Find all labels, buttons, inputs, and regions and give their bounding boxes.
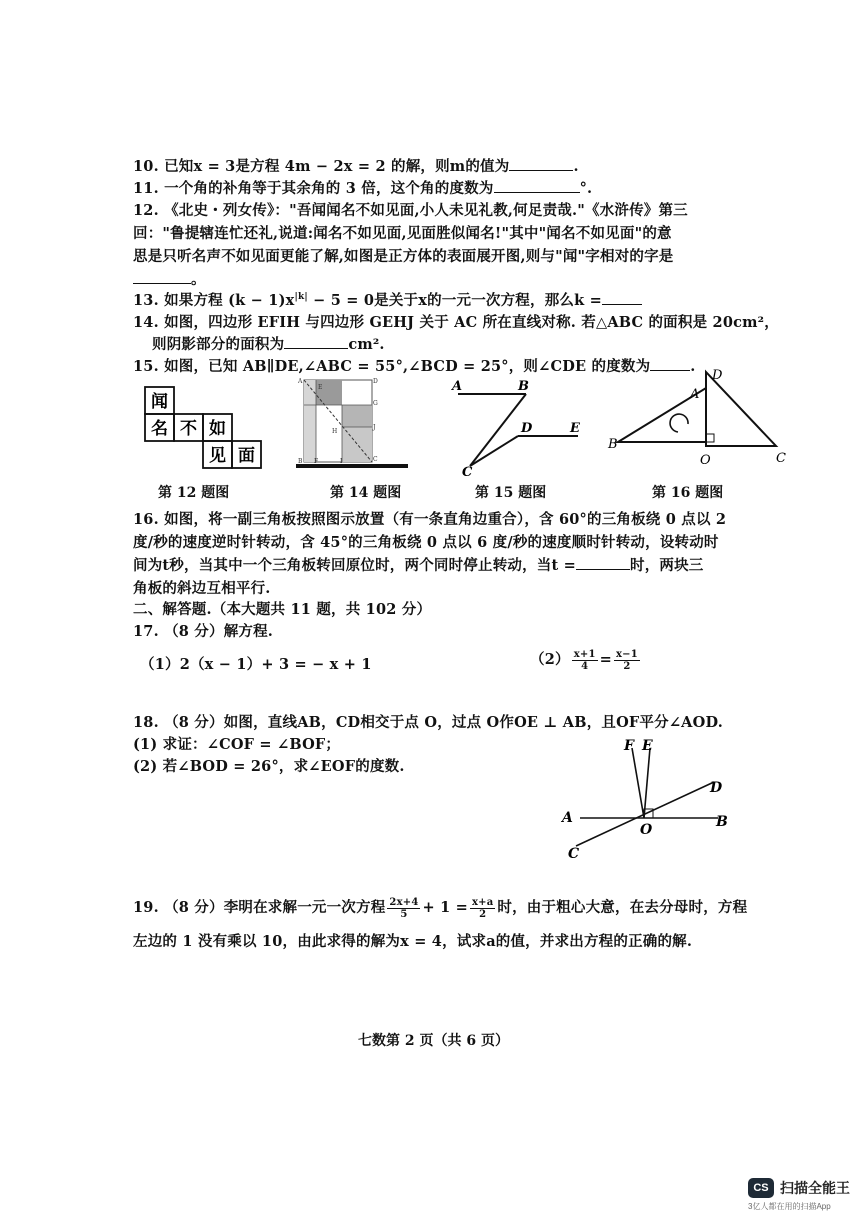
net-cell-3: 不 (180, 419, 197, 439)
figure-16-set-squares (606, 366, 790, 470)
svg-text:F: F (624, 738, 634, 754)
figure-18-intersecting-lines (556, 734, 736, 860)
question-16-line-3: 间为t秒，当其中一个三角板转回原位时，两个同时停止转动，当t = 时，两块三 (133, 557, 704, 574)
answer-blank-10[interactable] (509, 156, 573, 171)
scanner-app-name: 扫描全能王 (780, 1180, 850, 1196)
figure-12-cube-net (140, 384, 270, 476)
question-12-line-3: 思是只听名声不如见面更能了解,如图是正方体的表面展开图,则与"闻"字相对的字是 (133, 248, 674, 265)
net-cell-2: 名 (151, 419, 168, 439)
svg-text:C: C (568, 846, 580, 860)
question-14-line-1: 14. 如图，四边形 EFIH 与四边形 GEHJ 关于 AC 所在直线对称. 若△ABC 的面积是 20cm²， (133, 314, 779, 331)
svg-text:B: B (298, 458, 303, 465)
svg-text:E: E (570, 421, 580, 436)
question-19-line-1: 19. （8 分）李明在求解一元一次方程 $\frac{2x+4}{5}$ + 1 = $\frac{x+a}{2}$ 时，由于粗心大意，在去分母时，方程 (133, 896, 748, 920)
question-11-text: 11. 一个角的补角等于其余角的 3 倍，这个角的度数为 (133, 180, 494, 197)
question-16-line-1: 16. 如图，将一副三角板按照图示放置（有一条直角边重合），含 60°的三角板绕 0 点以 2 (133, 511, 727, 528)
question-19-line-2: 左边的 1 没有乘以 10，由此求得的解为x = 4，试求a的值，并求出方程的正确的解. (133, 933, 693, 950)
svg-text:B: B (608, 437, 618, 452)
svg-text:H: H (332, 428, 338, 435)
question-12-line-2: 回："鲁提辖连忙还礼,说道:闻名不如见面,见面胜似闻名!"其中"闻名不如见面"的意 (133, 225, 672, 242)
figure-15-caption: 第 15 题图 (475, 485, 547, 501)
question-18-part-2: (2) 若∠BOD = 26°，求∠EOF的度数. (133, 758, 405, 775)
svg-text:B: B (518, 379, 529, 394)
question-18-title: 18. （8 分）如图，直线AB，CD相交于点 O，过点 O作OE ⊥ AB，且OF平分∠AOD. (133, 714, 723, 731)
question-12-line-1: 12. 《北史・列女传》："吾闻闻名不如见面,小人未见礼教,何足责哉."《水浒传》第三 (133, 202, 688, 219)
svg-text:C: C (373, 456, 378, 463)
svg-text:D: D (710, 780, 723, 796)
answer-blank-16[interactable] (576, 555, 630, 570)
scanner-logo-icon: CS (748, 1178, 774, 1198)
section-2-heading: 二、解答题.（本大题共 11 题，共 102 分） (133, 601, 432, 618)
svg-text:O: O (640, 822, 653, 838)
figure-15-parallel-lines (446, 378, 586, 478)
svg-text:A: A (690, 387, 700, 402)
question-10-text: 10. 已知x = 3是方程 4m − 2x = 2 的解，则m的值为 (133, 158, 510, 175)
question-18-part-1: (1) 求证：∠COF = ∠BOF； (133, 736, 341, 753)
net-cell-1: 闻 (151, 392, 168, 412)
net-cell-5: 见 (209, 446, 226, 466)
answer-blank-13[interactable] (602, 290, 642, 305)
figure-12-caption: 第 12 题图 (158, 485, 230, 501)
question-15: 15. 如图，已知 AB∥DE,∠ABC = 55°,∠BCD = 25°，则∠CDE 的度数为 . (133, 358, 696, 375)
svg-text:E: E (642, 738, 653, 754)
scanner-tagline: 3亿人都在用的扫描App (748, 1202, 831, 1211)
svg-text:E: E (318, 384, 323, 391)
svg-text:D: D (373, 378, 378, 385)
question-10: 10. 已知x = 3是方程 4m − 2x = 2 的解，则m的值为 . (133, 158, 579, 175)
figure-16-caption: 第 16 题图 (652, 485, 724, 501)
net-cell-4: 如 (209, 419, 226, 439)
svg-text:C: C (776, 451, 786, 466)
svg-text:J: J (373, 424, 376, 431)
answer-blank-14[interactable] (284, 334, 348, 349)
question-17-part-2: （2） $\frac{x+1}{4}$ = $\frac{x-1}{2}$ (530, 648, 638, 672)
svg-text:D: D (521, 421, 533, 436)
svg-text:D: D (712, 368, 723, 383)
svg-text:G: G (373, 400, 378, 407)
answer-blank-11[interactable] (494, 178, 580, 193)
net-cell-6: 面 (238, 446, 255, 466)
figure-14-square (296, 375, 408, 471)
svg-text:A: A (562, 810, 573, 826)
question-12-line-4: 。 (133, 268, 206, 289)
question-17-title: 17. （8 分）解方程. (133, 623, 274, 640)
page-footer: 七数第 2 页（共 6 页） (358, 1033, 509, 1049)
question-11: 11. 一个角的补角等于其余角的 3 倍，这个角的度数为 °. (133, 180, 593, 197)
answer-blank-12[interactable] (133, 269, 191, 284)
svg-text:A: A (452, 379, 463, 394)
svg-text:F: F (314, 458, 319, 465)
svg-text:A: A (298, 378, 303, 385)
question-16-line-2: 度/秒的速度逆时针转动，含 45°的三角板绕 0 点以 6 度/秒的速度顺时针转动，设转动时 (133, 534, 719, 551)
question-13: 13. 如果方程 $(k - 1)x^{|k|} - 5 = 0$是关于x的一元一次方程，那么k = (133, 289, 642, 310)
question-14-line-2: 则阴影部分的面积为 cm². (152, 336, 385, 353)
svg-text:O: O (700, 453, 711, 468)
svg-text:C: C (462, 465, 473, 478)
figure-14-caption: 第 14 题图 (330, 485, 402, 501)
svg-text:B: B (716, 814, 728, 830)
question-17-part-1: （1）2（x − 1）+ 3 = − x + 1 (140, 656, 372, 673)
question-16-line-4: 角板的斜边互相平行. (133, 580, 271, 597)
svg-text:I: I (340, 458, 343, 465)
